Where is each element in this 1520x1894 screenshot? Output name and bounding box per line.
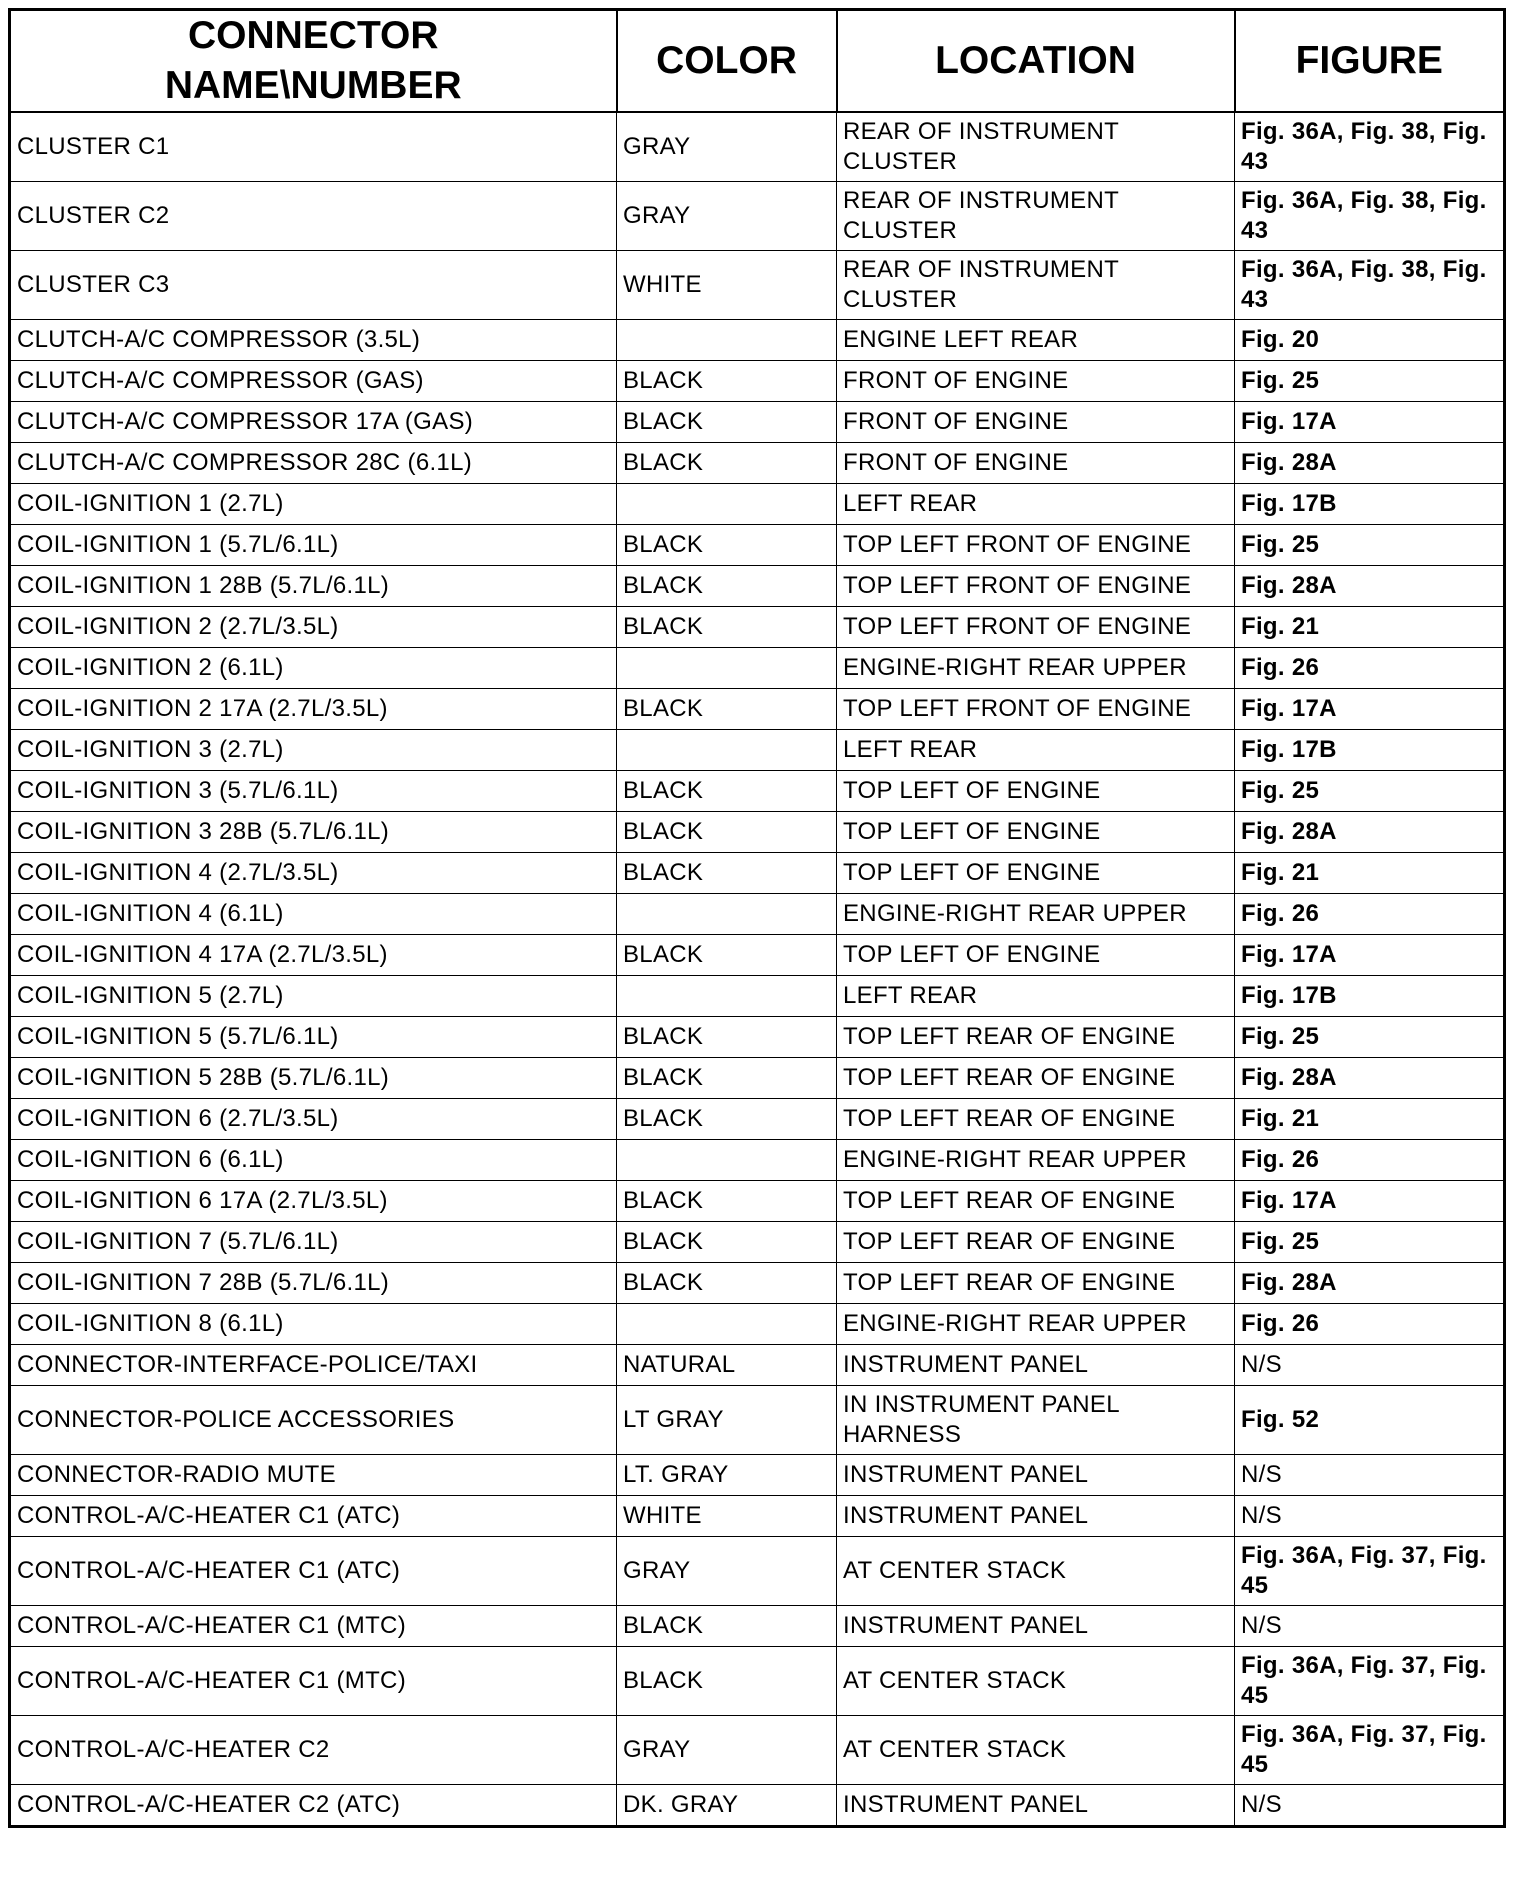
- table-row: [10, 1785, 1505, 1827]
- cell-color: [617, 730, 837, 771]
- cell-location: FRONT OF ENGINE: [837, 361, 1235, 402]
- cell-figure: N/S: [1235, 1496, 1505, 1537]
- cell-color: BLACK: [617, 1222, 837, 1263]
- connector-table-sheet: [8, 8, 1487, 1828]
- cell-color: BLACK: [617, 1181, 837, 1222]
- cell-connector-name: CONTROL-A/C-HEATER C1 (MTC): [10, 1606, 617, 1647]
- cell-connector-name: COIL-IGNITION 2 (6.1L): [10, 648, 617, 689]
- table-row: [10, 1017, 1505, 1058]
- cell-figure: N/S: [1235, 1606, 1505, 1647]
- table-row: [10, 1181, 1505, 1222]
- cell-figure: Fig. 28A: [1235, 812, 1505, 853]
- cell-location: TOP LEFT FRONT OF ENGINE: [837, 689, 1235, 730]
- cell-figure: Fig. 20: [1235, 320, 1505, 361]
- cell-location: ENGINE-RIGHT REAR UPPER: [837, 1304, 1235, 1345]
- cell-connector-name: CONTROL-A/C-HEATER C1 (MTC): [10, 1647, 617, 1716]
- cell-location: REAR OF INSTRUMENT CLUSTER: [837, 182, 1235, 251]
- cell-figure: Fig. 28A: [1235, 1058, 1505, 1099]
- cell-connector-name: CLUTCH-A/C COMPRESSOR (GAS): [10, 361, 617, 402]
- header-connector-name: [10, 10, 617, 113]
- cell-connector-name: COIL-IGNITION 2 17A (2.7L/3.5L): [10, 689, 617, 730]
- header-name-line1: CONNECTOR: [187, 14, 439, 57]
- cell-figure: Fig. 28A: [1235, 443, 1505, 484]
- cell-location: TOP LEFT REAR OF ENGINE: [837, 1058, 1235, 1099]
- cell-figure: Fig. 36A, Fig. 37, Fig. 45: [1235, 1537, 1505, 1606]
- cell-location: TOP LEFT REAR OF ENGINE: [837, 1181, 1235, 1222]
- table-row: [10, 689, 1505, 730]
- cell-location: TOP LEFT FRONT OF ENGINE: [837, 566, 1235, 607]
- cell-connector-name: COIL-IGNITION 1 (5.7L/6.1L): [10, 525, 617, 566]
- cell-location: AT CENTER STACK: [837, 1716, 1235, 1785]
- cell-connector-name: CONTROL-A/C-HEATER C2 (ATC): [10, 1785, 617, 1827]
- cell-figure: N/S: [1235, 1785, 1505, 1827]
- table-row: [10, 320, 1505, 361]
- cell-figure: Fig. 26: [1235, 1140, 1505, 1181]
- cell-color: LT. GRAY: [617, 1455, 837, 1496]
- cell-location: TOP LEFT REAR OF ENGINE: [837, 1099, 1235, 1140]
- cell-connector-name: COIL-IGNITION 3 28B (5.7L/6.1L): [10, 812, 617, 853]
- header-name-line2: NAME\NUMBER: [164, 64, 462, 107]
- cell-location: REAR OF INSTRUMENT CLUSTER: [837, 112, 1235, 182]
- cell-location: FRONT OF ENGINE: [837, 402, 1235, 443]
- cell-connector-name: COIL-IGNITION 5 (5.7L/6.1L): [10, 1017, 617, 1058]
- cell-connector-name: CLUTCH-A/C COMPRESSOR (3.5L): [10, 320, 617, 361]
- table-row: [10, 525, 1505, 566]
- table-row: [10, 1345, 1505, 1386]
- cell-location: INSTRUMENT PANEL: [837, 1606, 1235, 1647]
- table-row: [10, 648, 1505, 689]
- cell-color: [617, 484, 837, 525]
- cell-figure: Fig. 17B: [1235, 730, 1505, 771]
- cell-location: TOP LEFT REAR OF ENGINE: [837, 1017, 1235, 1058]
- cell-connector-name: COIL-IGNITION 1 (2.7L): [10, 484, 617, 525]
- cell-figure: N/S: [1235, 1455, 1505, 1496]
- cell-color: BLACK: [617, 566, 837, 607]
- cell-color: LT GRAY: [617, 1386, 837, 1455]
- cell-location: ENGINE-RIGHT REAR UPPER: [837, 648, 1235, 689]
- cell-figure: N/S: [1235, 1345, 1505, 1386]
- table-row: [10, 1058, 1505, 1099]
- cell-color: [617, 320, 837, 361]
- cell-location: TOP LEFT FRONT OF ENGINE: [837, 525, 1235, 566]
- table-row: [10, 1222, 1505, 1263]
- cell-connector-name: CONNECTOR-POLICE ACCESSORIES: [10, 1386, 617, 1455]
- cell-location: ENGINE LEFT REAR: [837, 320, 1235, 361]
- cell-location: LEFT REAR: [837, 976, 1235, 1017]
- cell-color: [617, 976, 837, 1017]
- cell-connector-name: COIL-IGNITION 6 17A (2.7L/3.5L): [10, 1181, 617, 1222]
- cell-figure: Fig. 36A, Fig. 38, Fig. 43: [1235, 251, 1505, 320]
- table-row: [10, 182, 1505, 251]
- table-row: [10, 771, 1505, 812]
- cell-connector-name: COIL-IGNITION 1 28B (5.7L/6.1L): [10, 566, 617, 607]
- cell-color: BLACK: [617, 525, 837, 566]
- table-row: [10, 976, 1505, 1017]
- cell-location: FRONT OF ENGINE: [837, 443, 1235, 484]
- cell-location: AT CENTER STACK: [837, 1647, 1235, 1716]
- cell-connector-name: CLUTCH-A/C COMPRESSOR 28C (6.1L): [10, 443, 617, 484]
- cell-color: [617, 648, 837, 689]
- cell-connector-name: CLUSTER C3: [10, 251, 617, 320]
- cell-color: DK. GRAY: [617, 1785, 837, 1827]
- cell-color: BLACK: [617, 771, 837, 812]
- cell-color: BLACK: [617, 1017, 837, 1058]
- cell-color: GRAY: [617, 182, 837, 251]
- cell-color: BLACK: [617, 853, 837, 894]
- table-body: [10, 112, 1505, 1827]
- cell-figure: Fig. 28A: [1235, 1263, 1505, 1304]
- cell-location: LEFT REAR: [837, 730, 1235, 771]
- cell-color: BLACK: [617, 1099, 837, 1140]
- cell-location: LEFT REAR: [837, 484, 1235, 525]
- cell-color: BLACK: [617, 1263, 837, 1304]
- cell-connector-name: COIL-IGNITION 8 (6.1L): [10, 1304, 617, 1345]
- cell-connector-name: CONNECTOR-INTERFACE-POLICE/TAXI: [10, 1345, 617, 1386]
- cell-connector-name: COIL-IGNITION 4 17A (2.7L/3.5L): [10, 935, 617, 976]
- cell-figure: Fig. 25: [1235, 1017, 1505, 1058]
- cell-color: WHITE: [617, 1496, 837, 1537]
- cell-location: REAR OF INSTRUMENT CLUSTER: [837, 251, 1235, 320]
- cell-figure: Fig. 17B: [1235, 484, 1505, 525]
- cell-location: INSTRUMENT PANEL: [837, 1455, 1235, 1496]
- cell-location: TOP LEFT REAR OF ENGINE: [837, 1263, 1235, 1304]
- cell-color: [617, 1140, 837, 1181]
- table-row: [10, 1716, 1505, 1785]
- cell-connector-name: CONTROL-A/C-HEATER C1 (ATC): [10, 1496, 617, 1537]
- cell-figure: Fig. 17B: [1235, 976, 1505, 1017]
- cell-connector-name: COIL-IGNITION 5 28B (5.7L/6.1L): [10, 1058, 617, 1099]
- cell-color: BLACK: [617, 1647, 837, 1716]
- table-row: [10, 1263, 1505, 1304]
- cell-figure: Fig. 36A, Fig. 38, Fig. 43: [1235, 112, 1505, 182]
- cell-connector-name: CONTROL-A/C-HEATER C2: [10, 1716, 617, 1785]
- cell-connector-name: CLUTCH-A/C COMPRESSOR 17A (GAS): [10, 402, 617, 443]
- cell-color: BLACK: [617, 935, 837, 976]
- cell-location: ENGINE-RIGHT REAR UPPER: [837, 894, 1235, 935]
- connector-table: [8, 8, 1506, 1828]
- header-color: COLOR: [617, 10, 837, 113]
- table-row: [10, 853, 1505, 894]
- table-row: [10, 1647, 1505, 1716]
- cell-location: ENGINE-RIGHT REAR UPPER: [837, 1140, 1235, 1181]
- cell-color: BLACK: [617, 1058, 837, 1099]
- cell-color: WHITE: [617, 251, 837, 320]
- cell-connector-name: COIL-IGNITION 4 (2.7L/3.5L): [10, 853, 617, 894]
- cell-connector-name: COIL-IGNITION 7 (5.7L/6.1L): [10, 1222, 617, 1263]
- cell-location: TOP LEFT OF ENGINE: [837, 771, 1235, 812]
- cell-color: BLACK: [617, 361, 837, 402]
- table-row: [10, 1140, 1505, 1181]
- cell-location: IN INSTRUMENT PANEL HARNESS: [837, 1386, 1235, 1455]
- cell-figure: Fig. 17A: [1235, 935, 1505, 976]
- cell-location: TOP LEFT OF ENGINE: [837, 812, 1235, 853]
- cell-figure: Fig. 21: [1235, 853, 1505, 894]
- cell-figure: Fig. 52: [1235, 1386, 1505, 1455]
- table-row: [10, 443, 1505, 484]
- cell-figure: Fig. 26: [1235, 648, 1505, 689]
- table-row: [10, 112, 1505, 182]
- table-row: [10, 935, 1505, 976]
- cell-color: BLACK: [617, 443, 837, 484]
- cell-location: TOP LEFT OF ENGINE: [837, 853, 1235, 894]
- cell-figure: Fig. 21: [1235, 1099, 1505, 1140]
- table-row: [10, 1304, 1505, 1345]
- cell-figure: Fig. 36A, Fig. 37, Fig. 45: [1235, 1647, 1505, 1716]
- cell-connector-name: COIL-IGNITION 5 (2.7L): [10, 976, 617, 1017]
- cell-color: BLACK: [617, 689, 837, 730]
- cell-location: AT CENTER STACK: [837, 1537, 1235, 1606]
- cell-connector-name: CLUSTER C2: [10, 182, 617, 251]
- cell-figure: Fig. 17A: [1235, 402, 1505, 443]
- cell-color: GRAY: [617, 1537, 837, 1606]
- cell-color: [617, 1304, 837, 1345]
- header-figure: FIGURE: [1235, 10, 1505, 113]
- cell-color: BLACK: [617, 402, 837, 443]
- table-row: [10, 484, 1505, 525]
- cell-figure: Fig. 26: [1235, 894, 1505, 935]
- cell-color: BLACK: [617, 607, 837, 648]
- cell-color: BLACK: [617, 1606, 837, 1647]
- header-row: [10, 10, 1505, 113]
- cell-connector-name: CONNECTOR-RADIO MUTE: [10, 1455, 617, 1496]
- cell-location: TOP LEFT REAR OF ENGINE: [837, 1222, 1235, 1263]
- cell-location: TOP LEFT OF ENGINE: [837, 935, 1235, 976]
- cell-connector-name: COIL-IGNITION 6 (6.1L): [10, 1140, 617, 1181]
- table-row: [10, 1537, 1505, 1606]
- cell-connector-name: CLUSTER C1: [10, 112, 617, 182]
- cell-color: NATURAL: [617, 1345, 837, 1386]
- cell-location: TOP LEFT FRONT OF ENGINE: [837, 607, 1235, 648]
- table-row: [10, 1455, 1505, 1496]
- table-row: [10, 361, 1505, 402]
- table-row: [10, 812, 1505, 853]
- table-row: [10, 730, 1505, 771]
- cell-connector-name: CONTROL-A/C-HEATER C1 (ATC): [10, 1537, 617, 1606]
- cell-figure: Fig. 17A: [1235, 689, 1505, 730]
- cell-figure: Fig. 36A, Fig. 38, Fig. 43: [1235, 182, 1505, 251]
- cell-figure: Fig. 25: [1235, 1222, 1505, 1263]
- table-row: [10, 402, 1505, 443]
- cell-connector-name: COIL-IGNITION 4 (6.1L): [10, 894, 617, 935]
- cell-color: BLACK: [617, 812, 837, 853]
- header-location: LOCATION: [837, 10, 1235, 113]
- cell-color: GRAY: [617, 1716, 837, 1785]
- cell-figure: Fig. 25: [1235, 361, 1505, 402]
- cell-connector-name: COIL-IGNITION 3 (5.7L/6.1L): [10, 771, 617, 812]
- cell-location: INSTRUMENT PANEL: [837, 1496, 1235, 1537]
- table-row: [10, 566, 1505, 607]
- cell-connector-name: COIL-IGNITION 6 (2.7L/3.5L): [10, 1099, 617, 1140]
- cell-location: INSTRUMENT PANEL: [837, 1785, 1235, 1827]
- cell-color: GRAY: [617, 112, 837, 182]
- table-row: [10, 607, 1505, 648]
- table-row: [10, 1099, 1505, 1140]
- cell-figure: Fig. 26: [1235, 1304, 1505, 1345]
- cell-figure: Fig. 21: [1235, 607, 1505, 648]
- cell-color: [617, 894, 837, 935]
- cell-figure: Fig. 25: [1235, 525, 1505, 566]
- cell-connector-name: COIL-IGNITION 7 28B (5.7L/6.1L): [10, 1263, 617, 1304]
- cell-figure: Fig. 36A, Fig. 37, Fig. 45: [1235, 1716, 1505, 1785]
- table-row: [10, 1496, 1505, 1537]
- table-row: [10, 1386, 1505, 1455]
- table-row: [10, 1606, 1505, 1647]
- table-row: [10, 251, 1505, 320]
- cell-figure: Fig. 17A: [1235, 1181, 1505, 1222]
- cell-connector-name: COIL-IGNITION 2 (2.7L/3.5L): [10, 607, 617, 648]
- cell-figure: Fig. 28A: [1235, 566, 1505, 607]
- cell-location: INSTRUMENT PANEL: [837, 1345, 1235, 1386]
- cell-figure: Fig. 25: [1235, 771, 1505, 812]
- cell-connector-name: COIL-IGNITION 3 (2.7L): [10, 730, 617, 771]
- table-row: [10, 894, 1505, 935]
